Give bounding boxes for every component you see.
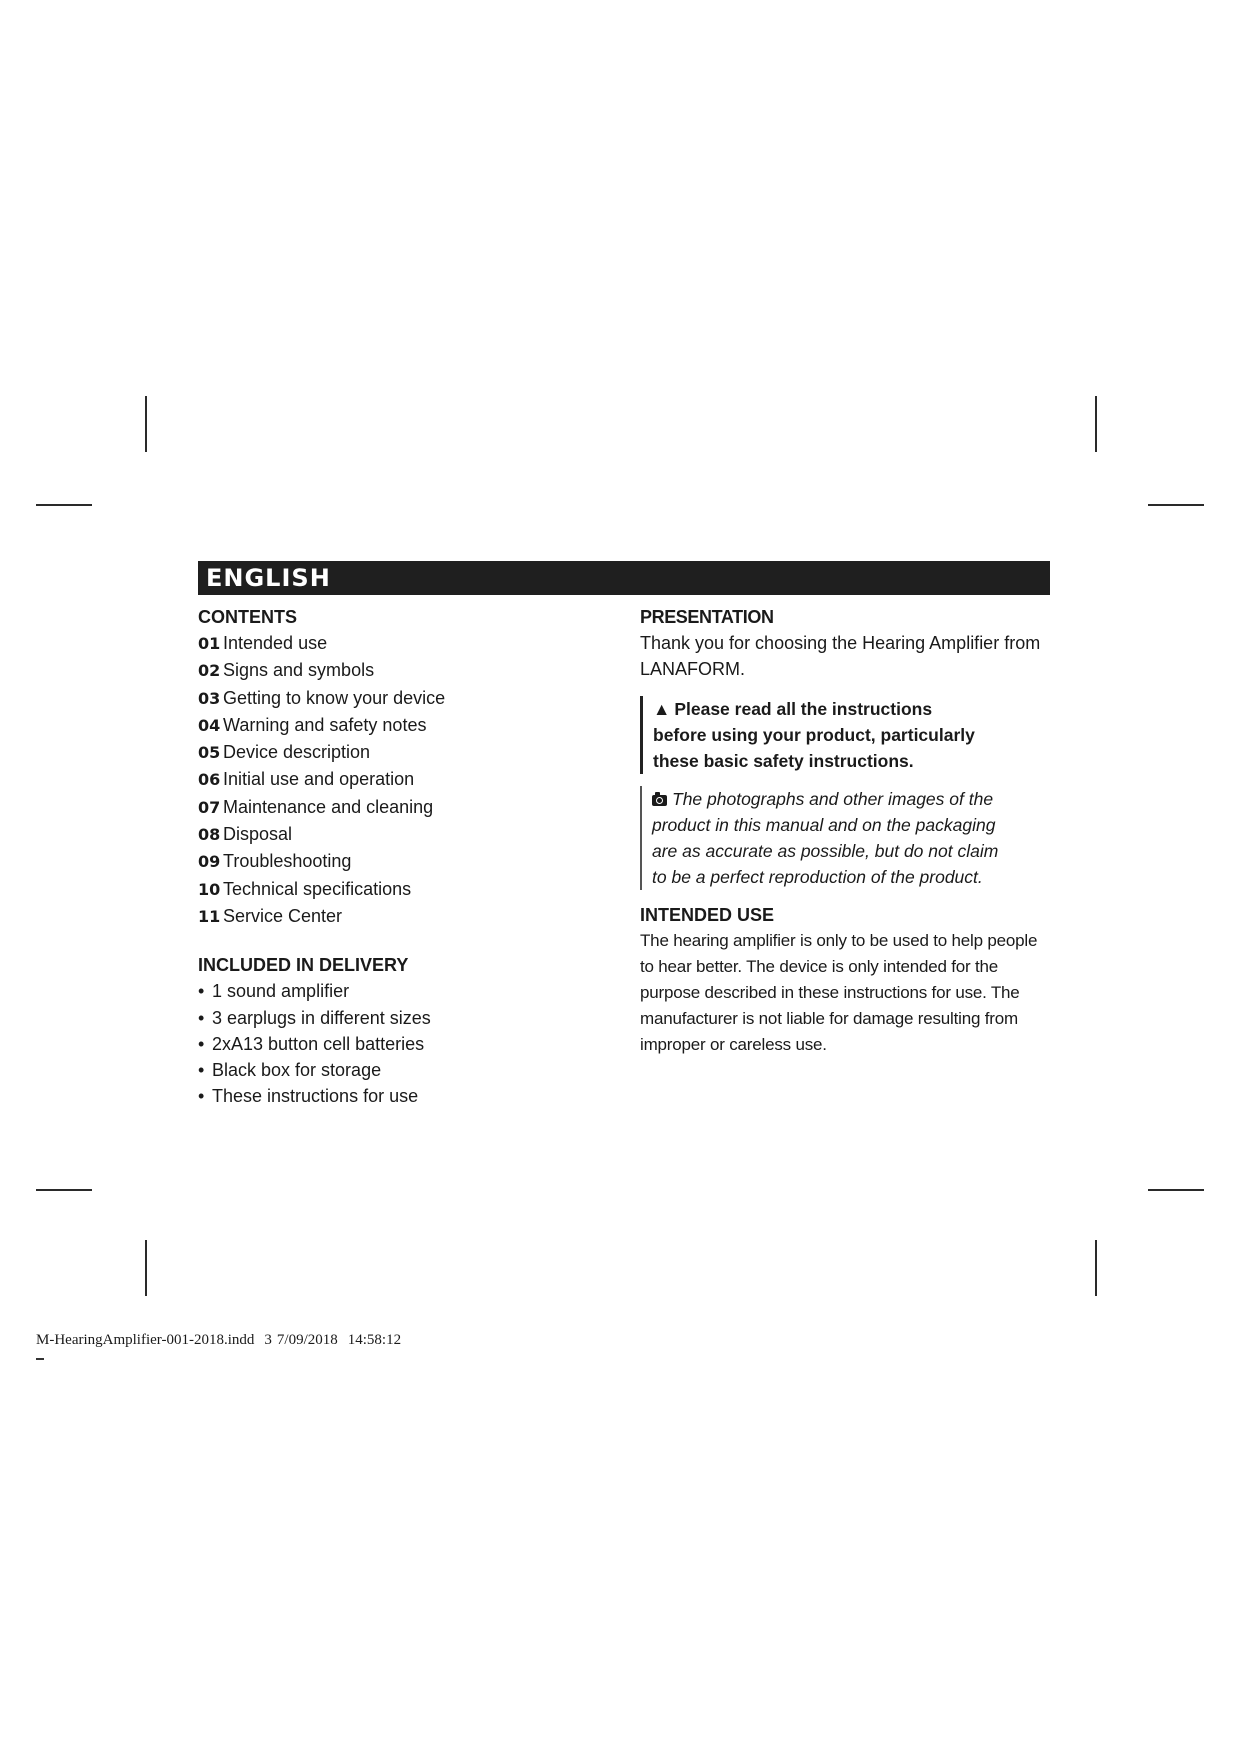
list-item: • 3 earplugs in different sizes (198, 1007, 431, 1028)
toc-item[interactable]: 05 Device description (198, 742, 371, 763)
toc-item[interactable]: 09 Troubleshooting (198, 851, 352, 872)
list-item: • 1 sound amplifier (198, 981, 350, 1002)
crop-mark-top-left-horizontal (36, 504, 92, 506)
slug-page: 3 (264, 1332, 272, 1348)
crop-mark-bottom-right-vertical (1095, 1240, 1097, 1296)
slug-date: 7/09/2018 (276, 1332, 338, 1348)
crop-mark-top-left-vertical (145, 396, 147, 452)
toc-item[interactable]: 11 Service Center (198, 905, 343, 926)
contents-heading: CONTENTS (198, 607, 297, 627)
toc-item[interactable]: 04 Warning and safety notes (198, 714, 427, 735)
table-of-contents (198, 630, 598, 930)
right-column (640, 604, 1050, 1058)
crop-mark-bottom-left-vertical (145, 1240, 147, 1296)
crop-mark-top-right-horizontal (1148, 504, 1204, 506)
camera-icon (652, 795, 667, 806)
crop-mark-bottom-right-horizontal (1148, 1189, 1204, 1191)
intended-use-text: The hearing amplifier is only to be used to help people to hear better. The device is only intended for the purpose described in these instructions for use. The manufacturer is not liable for damage resulting from improper or careless use. (640, 931, 1038, 1054)
language-banner (198, 561, 1050, 595)
slug-mark (36, 1358, 44, 1360)
crop-mark-bottom-left-horizontal (36, 1189, 92, 1191)
toc-item[interactable]: 08 Disposal (198, 824, 293, 845)
toc-item[interactable]: 10 Technical specifications (198, 878, 412, 899)
delivery-list (198, 978, 598, 1109)
toc-item[interactable]: 02 Signs and symbols (198, 660, 375, 681)
print-slug (36, 1332, 411, 1349)
presentation-heading: PRESENTATION (640, 607, 774, 627)
left-column (198, 604, 598, 1110)
toc-item[interactable]: 07 Maintenance and cleaning (198, 796, 434, 817)
delivery-heading: INCLUDED IN DELIVERY (198, 955, 409, 976)
crop-mark-top-right-vertical (1095, 396, 1097, 452)
language-label: ENGLISH (206, 564, 331, 592)
presentation-text: Thank you for choosing the Hearing Amplifier from LANAFORM. (640, 633, 1041, 679)
list-item: • 2xA13 button cell batteries (198, 1033, 425, 1054)
slug-time: 14:58:12 (347, 1332, 402, 1348)
warning-triangle-icon: ▲ (653, 699, 671, 719)
safety-warning-callout: ▲ Please read all the instructions before using your product, particularly these basic safety instructions. (640, 696, 1050, 774)
intended-use-heading: INTENDED USE (640, 905, 775, 925)
slug-filename: M-HearingAmplifier-001-2018.indd (36, 1332, 255, 1348)
list-item: • These instructions for use (198, 1086, 419, 1107)
photo-disclaimer-note: The photographs and other images of the product in this manual and on the packaging are as accurate as possible, but do not claim to be a perfect reproduction of the product. (640, 786, 1050, 890)
list-item: • Black box for storage (198, 1060, 382, 1081)
toc-item[interactable]: 03 Getting to know your device (198, 687, 446, 708)
toc-item[interactable]: 01 Intended use (198, 633, 328, 653)
toc-item[interactable]: 06 Initial use and operation (198, 769, 415, 790)
